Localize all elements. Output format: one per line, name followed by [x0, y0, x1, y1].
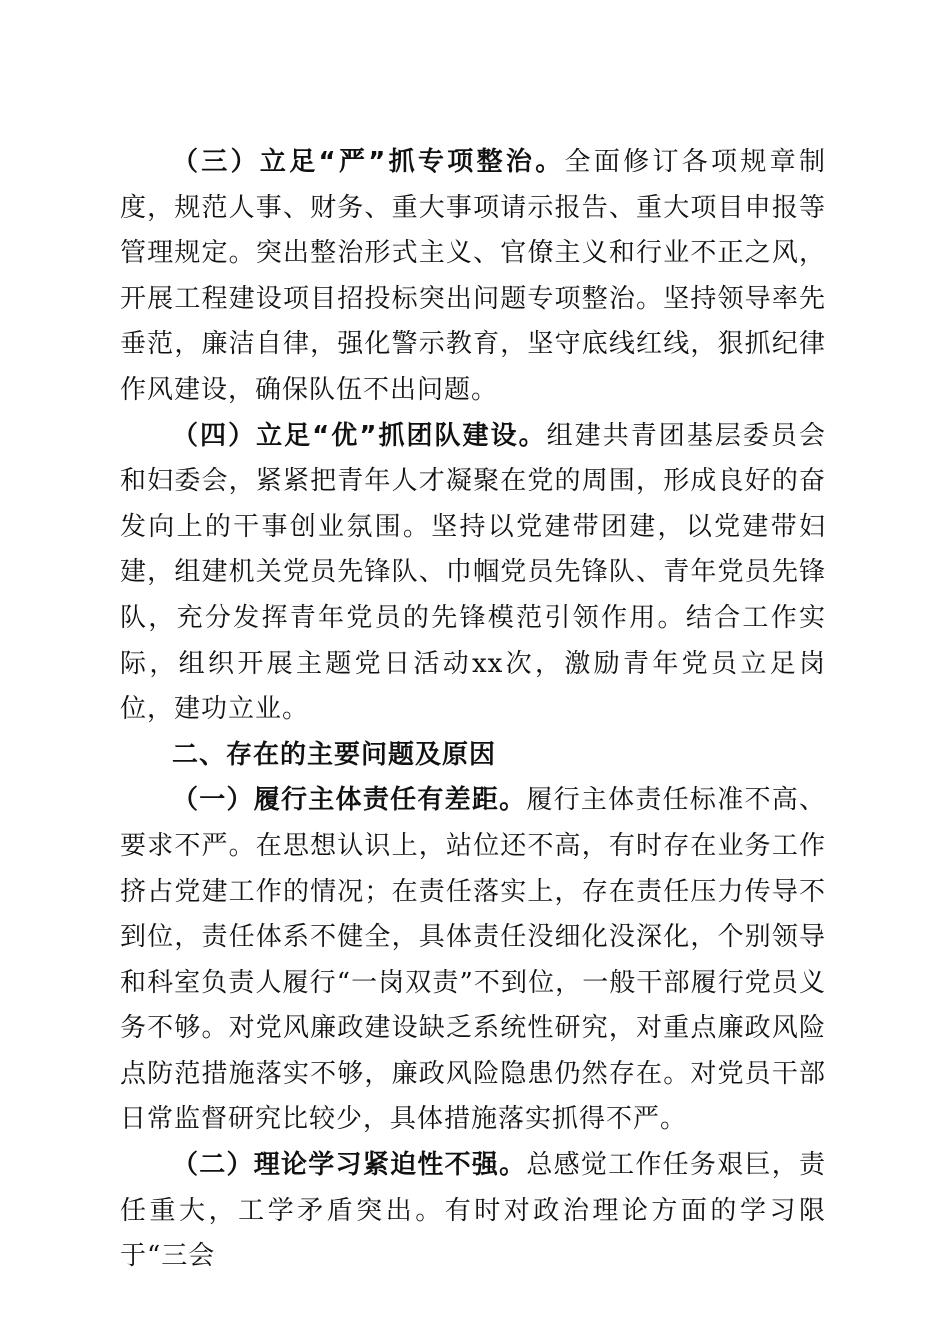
paragraph-team-building: [120, 414, 826, 733]
paragraph-text: 组建共青团基层委员会和妇委会，紧紧把青年人才凝聚在党的周围，形成良好的奋发向上的干事创业氛围。坚持以党建带团建，以党建带妇建，组建机关党员先锋队、巾帼党员先锋队、青年党员先锋队，充分发挥青年党员的先锋模范引领作用。结合工作实际，组织开展主题党日活动xx次，激励青年党员立足岗位，建功立业。: [120, 420, 826, 725]
paragraph-theory-study: [120, 1143, 826, 1280]
paragraph-responsibility-gap: [120, 778, 826, 1143]
paragraph-text: 履行主体责任标准不高、要求不严。在思想认识上，站位还不高，有时存在业务工作挤占党建工作的情况；在责任落实上，存在责任压力传导不到位，责任体系不健全，具体责任没细化没深化，个别领导和科室负责人履行“一岗双责”不到位，一般干部履行党员义务不够。对党风廉政建设缺乏系统性研究，对重点廉政风险点防范措施落实不够，廉政风险隐患仍然存在。对党员干部日常监督研究比较少，具体措施落实抓得不严。: [120, 785, 826, 1135]
paragraph-heading: （一）履行主体责任有差距。: [172, 785, 527, 816]
paragraph-text: 全面修订各项规章制度，规范人事、财务、重大事项请示报告、重大项目申报等管理规定。突出整治形式主义、官僚主义和行业不正之风，开展工程建设项目招投标突出问题专项整治。坚持领导率先垂范，廉洁自律，强化警示教育，坚守底线红线，狠抓纪律作风建设，确保队伍不出问题。: [120, 147, 826, 405]
section-heading-problems: 二、存在的主要问题及原因: [172, 739, 497, 770]
paragraph-heading: （二）理论学习紧迫性不强。: [172, 1150, 527, 1181]
paragraph-heading: （四）立足“优”抓团队建设。: [172, 420, 547, 451]
paragraph-heading: （三）立足“严”抓专项整治。: [172, 147, 565, 177]
paragraph-special-rectification: [120, 140, 826, 414]
paragraph-text: 总感觉工作任务艰巨，责任重大，工学矛盾突出。有时对政治理论方面的学习限于“三会: [120, 1150, 826, 1272]
document-body: [120, 140, 826, 1280]
